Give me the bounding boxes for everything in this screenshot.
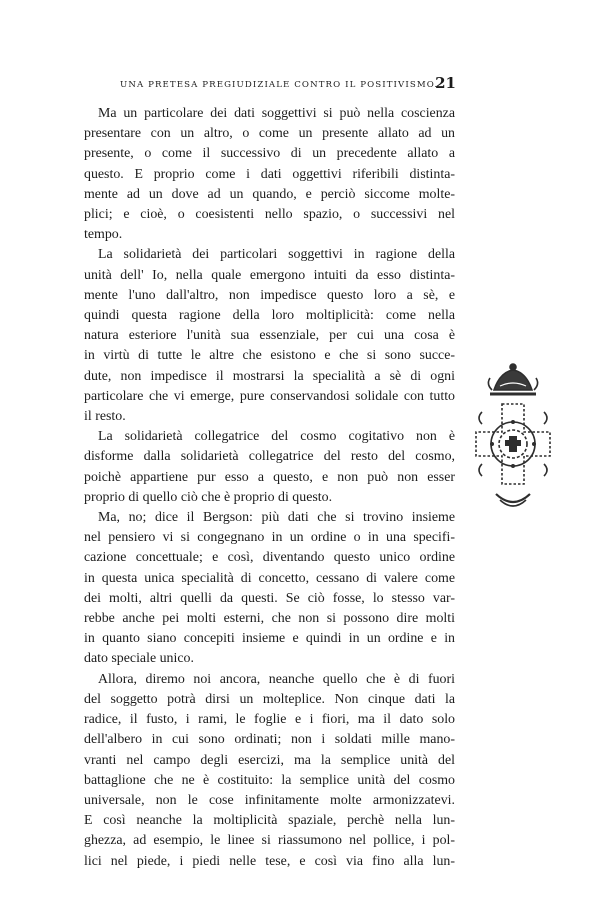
text-line: La solidarietà dei particolari soggettivi in ragione della [98, 247, 455, 263]
text-line: tempo. [84, 227, 123, 243]
text-line: lici nel piede, i piedi nelle tese, e così via fino alla lun- [84, 853, 455, 869]
paragraph [84, 245, 455, 427]
text-line: radice, il fusto, i rami, le foglie e i fiori, ma il dato solo [84, 712, 455, 728]
paragraph [84, 104, 455, 245]
text-line: dei molti, altri quelli da questi. Se ciò fosse, lo stesso var- [84, 590, 455, 606]
text-line: presente, o come il successivo di un precedente allato a [84, 146, 455, 162]
text-line: particolare che vi emerge, pure conservandosi solidale con tutto [84, 388, 455, 404]
text-line: universale, non le cose infinitamente molte armonizzatevi. [84, 792, 455, 808]
text-line: battaglione che ne è costituito: la semplice unità del cosmo [84, 772, 455, 788]
paragraph [84, 670, 455, 872]
text-line: vranti nel campo degli esercizi, ma la semplice unità del [84, 752, 455, 768]
text-line: La solidarietà collegatrice del cosmo cogitativo non è [98, 429, 455, 445]
text-line: dute, non impedisce il mostrarsi la specialità a sè di ogni [84, 368, 455, 384]
text-line: mente l'uno dall'altro, non impedisce questo loro a sè, e [84, 287, 455, 303]
paragraph [84, 427, 455, 508]
text-line: dato speciale unico. [84, 651, 194, 667]
text-line: del soggetto potrà dirsi un molteplice. Non cinque dati la [84, 691, 455, 707]
page-header [96, 75, 456, 95]
text-line: presentare con un altro, o come un presente allato ad un [84, 126, 455, 142]
text-line: quindi questa ragione della loro moltiplicità: come nella [84, 308, 455, 324]
text-line: in virtù di tutte le altre che esistono e che si sono succe- [84, 348, 455, 364]
text-line: ghezza, ad esempio, le linee si riassumono nel pollice, i pol- [84, 833, 455, 849]
text-line: in quanto siano concepiti insieme e quindi in un ordine e in [84, 631, 455, 647]
text-line: nel pensiero vi si congegnano in un ordine o in una specifi- [84, 530, 455, 546]
text-line: il resto. [84, 409, 126, 425]
text-line: plici; e cioè, o coesistenti nello spazio, o successivi nel [84, 207, 455, 223]
text-line: unità dell' Io, nella quale emergono intuiti da esso distinta- [84, 267, 455, 283]
text-line: mente ad un dove ad un quando, e perciò siccome molte- [84, 186, 455, 202]
text-line: Ma, no; dice il Bergson: più dati che si trovino insieme [98, 510, 455, 526]
text-line: questo. E proprio come i dati oggettivi riferibili distinta- [84, 166, 455, 182]
text-line: natura esteriore l'unità sua essenziale, per cui una cosa è [84, 328, 455, 344]
text-line: proprio di quello ciò che è proprio di questo. [84, 489, 333, 505]
text-line: disforme dalla solidarietà collegatrice del resto del cosmo, [84, 449, 455, 465]
paragraph [84, 508, 455, 670]
text-line: cazione concettuale; e così, diventando questo unico ordine [84, 550, 455, 566]
text-line: poichè appartiene pur esso a questo, e non può non esser [84, 469, 455, 485]
running-title: UNA PRETESA PREGIUDIZIALE CONTRO IL POSITIVISMO. [120, 80, 439, 90]
text-line: E così neanche la moltiplicità spaziale, perchè nella lun- [84, 813, 455, 829]
body-text [84, 104, 455, 872]
text-line: Ma un particolare dei dati soggettivi si può nella coscienza [98, 106, 455, 121]
page-number: 21 [435, 74, 456, 92]
text-line: dell'albero in cui sono ordinati; non i soldati mille mano- [84, 732, 455, 748]
text-line: in questa unica specialità di concetto, cessano di valere come [84, 570, 455, 586]
text-line: Allora, diremo noi ancora, neanche quello che è di fuori [98, 671, 455, 687]
text-line: rebbe anche pei molti esterni, che non si possono dire molti [84, 611, 455, 627]
library-stamp-icon [470, 360, 556, 518]
